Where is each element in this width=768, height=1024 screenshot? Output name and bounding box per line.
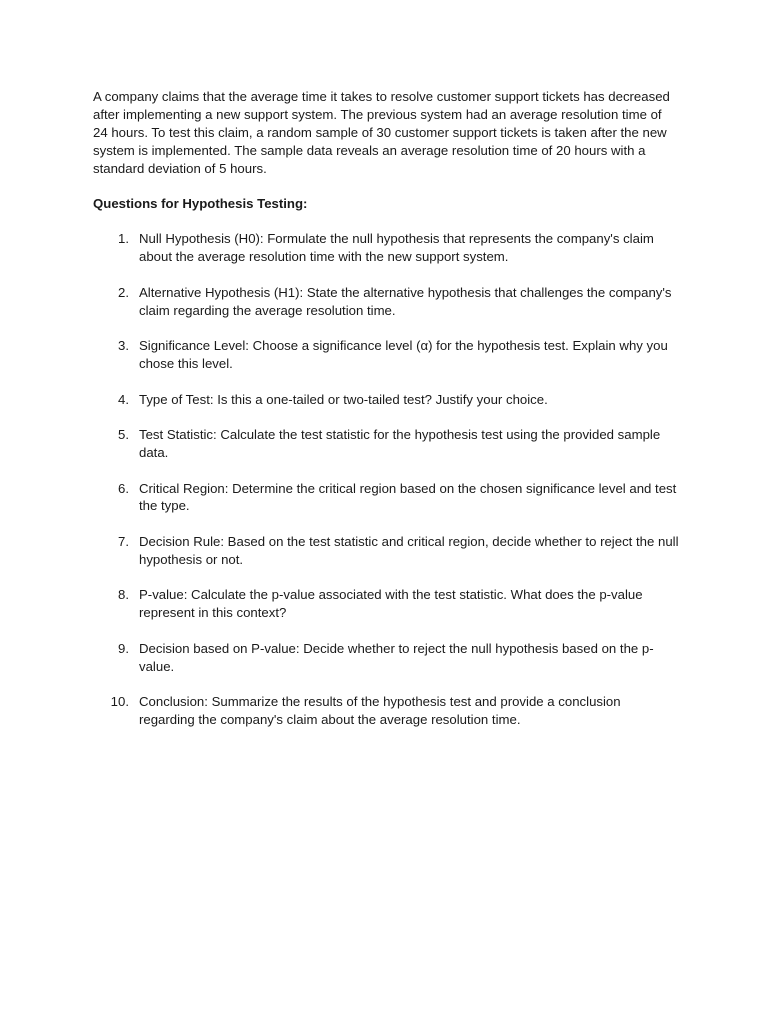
question-text: Critical Region: Determine the critical region based on the chosen significance level and test the type. [139,480,677,514]
question-item-2 [93,284,679,320]
questions-heading: Questions for Hypothesis Testing: [93,195,308,211]
question-item-10 [93,693,679,729]
question-number: 1. [118,231,129,247]
question-number: 8. [118,587,129,603]
question-text: P-value: Calculate the p-value associated with the test statistic. What does the p-value represent in this context? [139,587,643,621]
question-item-3 [93,337,679,373]
question-number: 3. [118,338,129,354]
questions-list [93,230,678,729]
question-text: Decision Rule: Based on the test statistic and critical region, decide whether to reject the null hypothesis or not. [139,533,679,567]
question-item-7 [93,533,679,569]
question-number: 6. [118,480,129,496]
intro-paragraph: A company claims that the average time it takes to resolve customer support tickets has decreased after implementing a new support system. The previous system had an average resolution time of 24 hours. To test this claim, a random sample of 30 customer support tickets is taken after the new system is implemented. The sample data reveals an average resolution time of 20 hours with a standard deviation of 5 hours. [93,89,670,176]
question-item-5 [93,426,679,462]
question-text: Type of Test: Is this a one-tailed or two-tailed test? Justify your choice. [139,391,548,407]
question-text: Test Statistic: Calculate the test statistic for the hypothesis test using the provided sample data. [139,427,661,461]
question-item-1 [93,230,679,266]
question-text: Decision based on P-value: Decide whether to reject the null hypothesis based on the p-value. [139,640,654,674]
question-number: 5. [118,427,129,443]
question-number: 7. [118,533,129,549]
question-item-4 [93,391,679,409]
question-text: Conclusion: Summarize the results of the hypothesis test and provide a conclusion regarding the company's claim about the average resolution time. [139,694,621,728]
question-item-8 [93,586,679,622]
question-text: Alternative Hypothesis (H1): State the alternative hypothesis that challenges the company's claim regarding the average resolution time. [139,284,672,318]
question-number: 4. [118,391,129,407]
question-text: Significance Level: Choose a significance level (α) for the hypothesis test. Explain why you chose this level. [139,338,668,372]
question-number: 9. [118,640,129,656]
question-item-6 [93,480,679,516]
question-item-9 [93,640,679,676]
question-text: Null Hypothesis (H0): Formulate the null hypothesis that represents the company's claim about the average resolution time with the new support system. [139,231,654,265]
question-number: 2. [118,284,129,300]
question-number: 10. [110,694,129,710]
